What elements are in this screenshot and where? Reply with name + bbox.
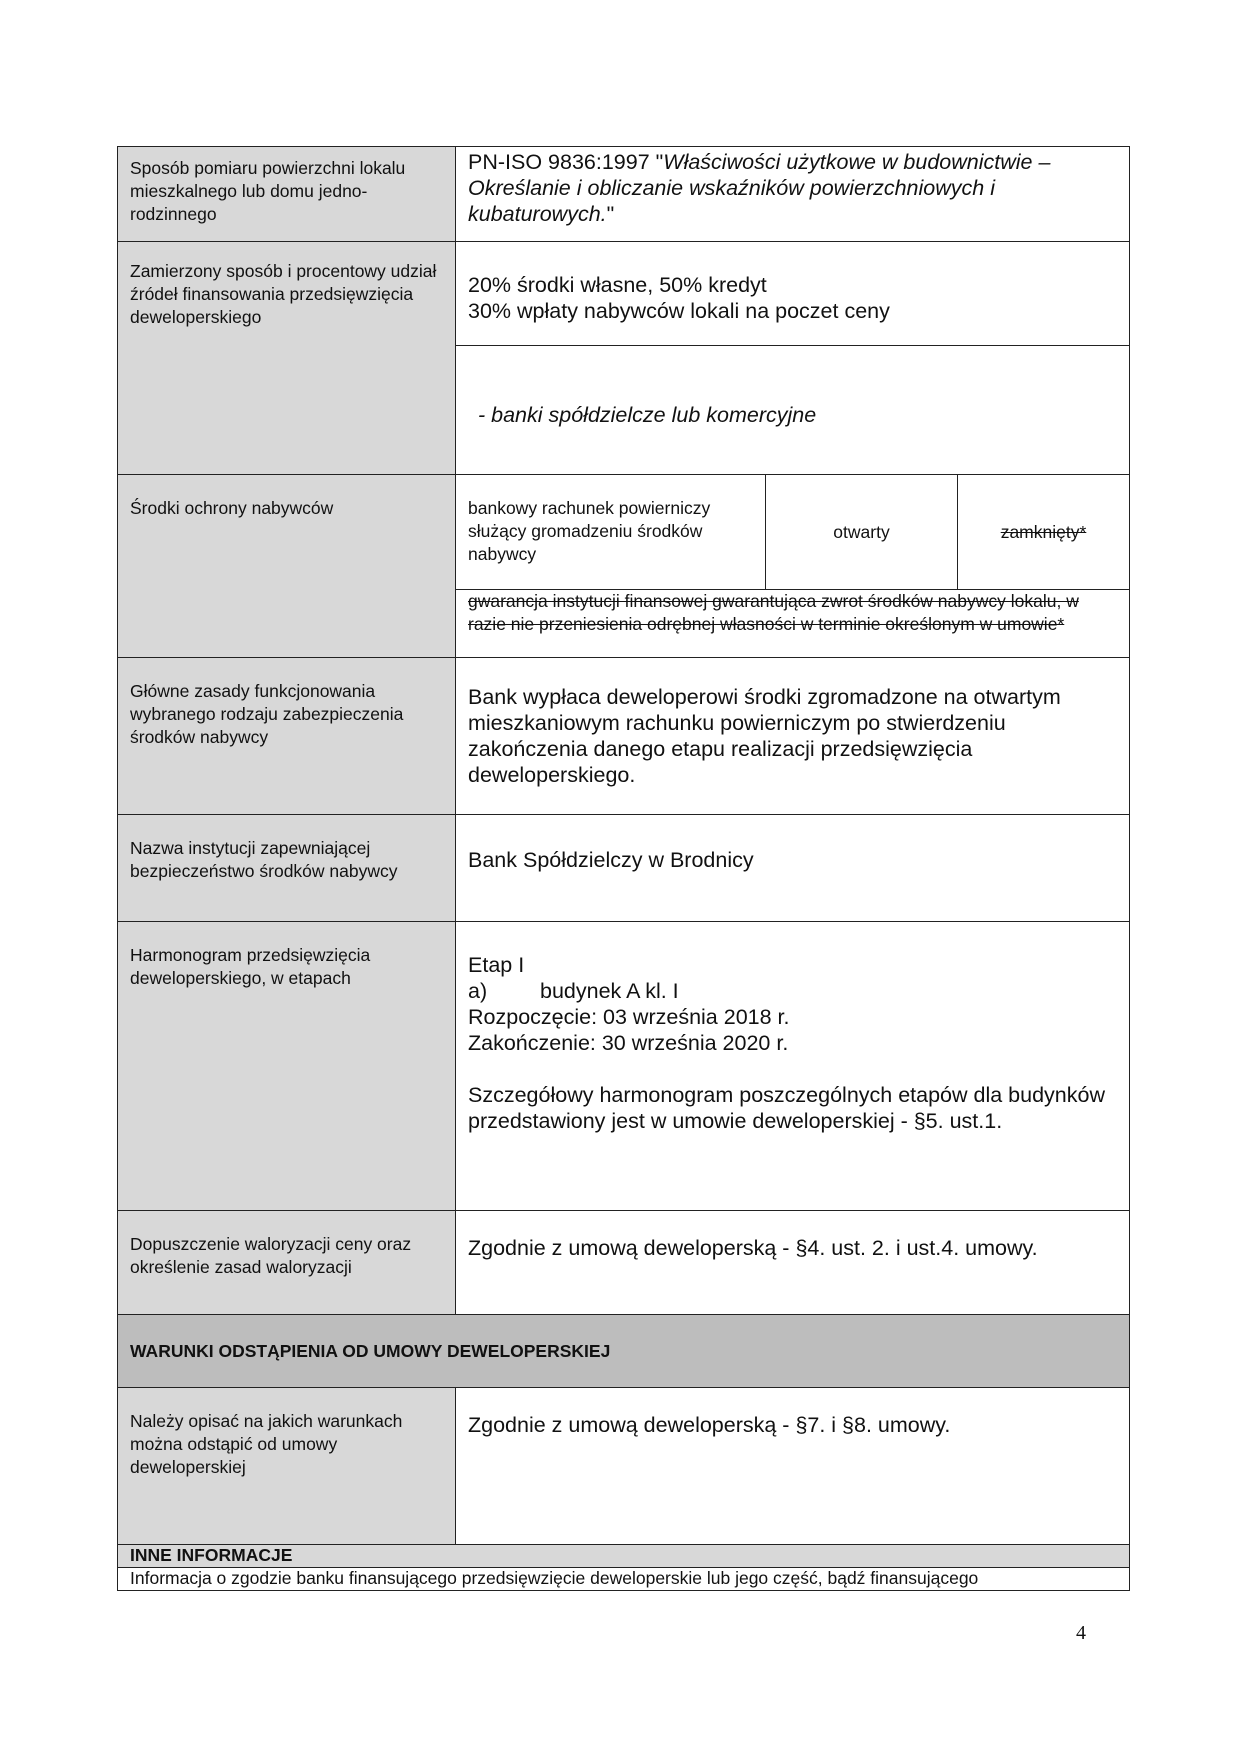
standard-title: Właściwości użytkowe w budownictwie – Określanie i obliczanie wskaźników powierzchniowych i kubaturowych.	[468, 150, 1051, 226]
guarantee-cell	[456, 589, 1129, 657]
row-value	[456, 922, 1129, 1210]
item-marker: a)	[468, 979, 488, 1003]
trust-account-label: bankowy rachunek powierniczy służący gromadzeniu środków nabywcy	[456, 475, 766, 589]
row-label: Sposób pomiaru powierzchni lokalu mieszkalnego lub domu jedno-rodzinnego	[118, 147, 456, 241]
row-withdrawal-header	[117, 1314, 1130, 1387]
financing-banks: - banki spółdzielcze lub komercyjne	[456, 345, 1129, 475]
developer-info-table	[117, 146, 1130, 1591]
row-label: Zamierzony sposób i procentowy udział źródeł finansowania przedsięwzięcia deweloperskiego	[118, 242, 456, 474]
section-header: INNE INFORMACJE	[118, 1545, 1129, 1567]
row-protection	[117, 474, 1130, 657]
row-financing	[117, 241, 1130, 474]
stage-item	[468, 978, 1117, 1004]
row-value: Zgodnie z umową deweloperską - §7. i §8. umowy.	[468, 1413, 951, 1437]
row-measure	[117, 146, 1130, 241]
row-other-header	[117, 1544, 1130, 1567]
row-value	[456, 242, 1129, 474]
page-number: 4	[1076, 1622, 1086, 1644]
row-institution	[117, 814, 1130, 921]
financing-line: 30% wpłaty nabywców lokali na poczet ceny	[468, 299, 890, 323]
row-other-text	[117, 1567, 1130, 1591]
option-open: otwarty	[766, 475, 958, 589]
row-schedule	[117, 921, 1130, 1210]
row-value	[456, 475, 1129, 657]
other-info-text: Informacja o zgodzie banku finansującego przedsięwzięcie deweloperskie lub jego część, bądź finansującego	[130, 1568, 979, 1588]
end-date: Zakończenie: 30 września 2020 r.	[468, 1031, 789, 1055]
row-value	[456, 147, 1129, 241]
standard-code: PN-ISO 9836:1997 "	[468, 150, 664, 174]
row-valorization	[117, 1210, 1130, 1314]
start-date: Rozpoczęcie: 03 września 2018 r.	[468, 1005, 790, 1029]
row-label: Główne zasady funkcjonowania wybranego rodzaju zabezpieczenia środków nabywcy	[118, 658, 456, 814]
row-label: Należy opisać na jakich warunkach można odstąpić od umowy deweloperskiej	[118, 1388, 456, 1544]
row-label: Nazwa instytucji zapewniającej bezpieczeństwo środków nabywcy	[118, 815, 456, 921]
option-closed	[958, 475, 1129, 589]
option-closed-text: zamknięty*	[1000, 521, 1087, 542]
section-header: WARUNKI ODSTĄPIENIA OD UMOWY DEWELOPERSKIEJ	[118, 1315, 1129, 1387]
item-text: budynek A kl. I	[540, 979, 679, 1003]
row-label: Środki ochrony nabywców	[118, 475, 456, 657]
financing-split	[456, 242, 1129, 345]
row-value: Bank Spółdzielczy w Brodnicy	[468, 848, 754, 872]
quote-close: "	[606, 202, 615, 226]
guarantee-text: gwarancja instytucji finansowej gwarantująca zwrot środków nabywcy lokalu, w razie nie przeniesienia odrębnej własności w terminie określonym w umowie*	[468, 591, 1079, 634]
row-withdrawal	[117, 1387, 1130, 1544]
row-value: Zgodnie z umową deweloperską - §4. ust. 2. i ust.4. umowy.	[468, 1236, 1038, 1260]
row-label: Harmonogram przedsięwzięcia deweloperskiego, w etapach	[118, 922, 456, 1210]
row-label: Dopuszczenie waloryzacji ceny oraz określenie zasad waloryzacji	[118, 1211, 456, 1314]
stage-title: Etap I	[468, 953, 525, 977]
row-principles	[117, 657, 1130, 814]
row-value: Bank wypłaca deweloperowi środki zgromadzone na otwartym mieszkaniowym rachunku powierniczym po stwierdzeniu zakończenia danego etapu realizacji przedsięwzięcia deweloperskiego.	[468, 685, 1061, 787]
schedule-detail: Szczegółowy harmonogram poszczególnych etapów dla budynków przedstawiony jest w umowie deweloperskiej - §5. ust.1.	[468, 1083, 1105, 1133]
financing-line: 20% środki własne, 50% kredyt	[468, 273, 767, 297]
account-options	[456, 475, 1129, 589]
